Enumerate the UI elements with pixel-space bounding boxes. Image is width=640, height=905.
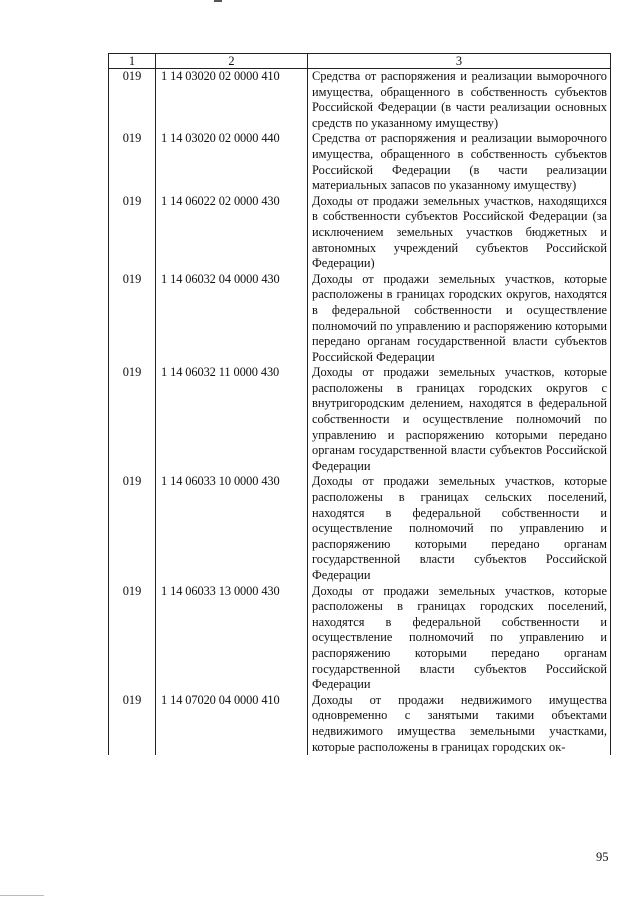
column-header-3: 3 [308, 54, 611, 69]
description-cell: Доходы от продажи земельных участков, которые расположены в границах городских округов с внутригородским делением, находятся в федеральной собственности и осуществление полномочий по управлению и распоряжению которыми передано органам государственной власти субъектов Российской Федерации [308, 365, 611, 474]
admin-code-cell: 019 [109, 693, 156, 755]
table-row [109, 69, 611, 132]
column-header-1: 1 [109, 54, 156, 69]
table-row [109, 584, 611, 693]
description-cell: Средства от распоряжения и реализации выморочного имущества, обращенного в собственность субъектов Российской Федерации (в части реализации материальных запасов по указанному имуществу) [308, 131, 611, 193]
table-row [109, 272, 611, 366]
revenue-code-cell: 1 14 06022 02 0000 430 [156, 194, 308, 272]
table-row [109, 131, 611, 193]
description-cell: Доходы от продажи земельных участков, которые расположены в границах городских округов, находятся в федеральной собственности и осуществление полномочий по управлению и распоряжению которыми передано органам государственной власти субъектов Российской Федерации [308, 272, 611, 366]
scan-footer-artifact [0, 895, 44, 896]
revenue-code-cell: 1 14 03020 02 0000 410 [156, 69, 308, 132]
admin-code-cell: 019 [109, 272, 156, 366]
revenue-code-cell: 1 14 07020 04 0000 410 [156, 693, 308, 755]
admin-code-cell: 019 [109, 69, 156, 132]
revenue-codes-table [108, 53, 611, 755]
page-number: 95 [596, 850, 609, 864]
scan-artifact [214, 0, 222, 2]
table-row [109, 474, 611, 583]
description-cell: Доходы от продажи недвижимого имущества одновременно с занятыми такими объектами недвижимого имущества земельными участками, которые расположены в границах городских ок- [308, 693, 611, 755]
description-cell: Доходы от продажи земельных участков, которые расположены в границах городских поселений, находятся в федеральной собственности и осуществление полномочий по управлению и распоряжению которыми передано органам государственной власти субъектов Российской Федерации [308, 584, 611, 693]
revenue-code-cell: 1 14 06033 13 0000 430 [156, 584, 308, 693]
column-header-2: 2 [156, 54, 308, 69]
admin-code-cell: 019 [109, 474, 156, 583]
revenue-code-cell: 1 14 06032 11 0000 430 [156, 365, 308, 474]
admin-code-cell: 019 [109, 584, 156, 693]
revenue-code-cell: 1 14 03020 02 0000 440 [156, 131, 308, 193]
table-row [109, 693, 611, 755]
admin-code-cell: 019 [109, 131, 156, 193]
description-cell: Доходы от продажи земельных участков, которые расположены в границах сельских поселений, находятся в федеральной собственности и осуществление полномочий по управлению и распоряжению которыми передано органам государственной власти субъектов Российской Федерации [308, 474, 611, 583]
revenue-code-cell: 1 14 06032 04 0000 430 [156, 272, 308, 366]
revenue-code-cell: 1 14 06033 10 0000 430 [156, 474, 308, 583]
admin-code-cell: 019 [109, 365, 156, 474]
description-cell: Средства от распоряжения и реализации выморочного имущества, обращенного в собственность субъектов Российской Федерации (в части реализации основных средств по указанному имуществу) [308, 69, 611, 132]
table-row [109, 365, 611, 474]
table-header-row [109, 54, 611, 69]
description-cell: Доходы от продажи земельных участков, находящихся в собственности субъектов Российской Федерации (за исключением земельных участков бюджетных и автономных учреждений субъектов Российской Федерации) [308, 194, 611, 272]
admin-code-cell: 019 [109, 194, 156, 272]
table-row [109, 194, 611, 272]
